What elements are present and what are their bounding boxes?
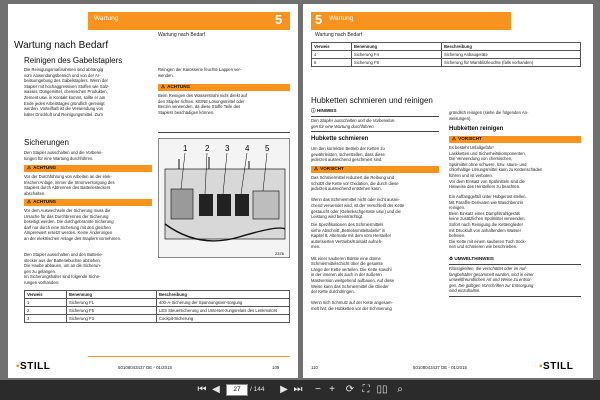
text-line: Zement usw. in Kontakt kommt, sollte er am — [24, 94, 106, 100]
achtung-label: ACHTUNG — [167, 84, 191, 89]
text-line: Die Kette mit einem sauberen Tuch trock- — [449, 238, 527, 244]
text-line: Laskketten und Sicherheitskomponenten. — [449, 150, 526, 156]
text-line: Weise kann das Schmiermittel die Glieder — [311, 283, 389, 289]
text-line: reinigen. — [449, 205, 466, 211]
table-header: Benennung — [352, 43, 442, 51]
table-row — [25, 299, 290, 307]
achtung-bar — [158, 84, 290, 91]
text-line: chend verwendet wird, ist der Verschleiß der Kette — [311, 202, 405, 208]
text-line: siehe Abschnitt „Betriebsmitteltabelle“ in — [311, 227, 386, 233]
intro-text-col2 — [158, 67, 290, 78]
header-subtitle: Wartung nach Bedarf — [158, 32, 206, 38]
table-header: Verweis — [312, 43, 352, 51]
table-cell: Sicherung F3 — [67, 315, 157, 323]
info-icon: ⓘ — [311, 108, 317, 113]
header-title: Wartung — [94, 15, 119, 22]
callout-4: 4 — [245, 144, 250, 153]
text-line: Amperewert ersetzt werden. Keine Änderungen — [24, 230, 113, 236]
table-cell: Cockpit-Sicherung — [157, 315, 290, 323]
table-cell: Sicherung F8 — [352, 59, 442, 67]
table-row — [312, 51, 581, 59]
text-line: chlorhaltige Lösungsmittel kann zu Kettenschäden — [449, 167, 543, 173]
text-line: wenden. — [158, 72, 174, 78]
text-line: Die Haube abbauen, um an die Sicherun- — [24, 263, 102, 269]
text-line: Das Schmiermittel reduziert die Reibung und — [311, 175, 395, 180]
table-row — [25, 315, 290, 323]
page-number: 110 — [311, 365, 318, 370]
table-header: Beschreibung — [157, 291, 290, 299]
fuse-table — [24, 290, 290, 323]
text-line: Im Sicherungshalter sind folgende Siche- — [24, 274, 101, 280]
divider — [158, 132, 290, 133]
text-line: Ursache für das Durchbrennen der Sicherung — [24, 213, 109, 219]
table-cell: LES Steuersicherung und Unterset-zungsrelais des Lenkmotors — [157, 307, 290, 315]
text-line: Flüssigkeiten, die verschüttet oder im Auf- — [449, 266, 527, 271]
text-line: Länge der Kette verteilen. Die Kette sowohl — [311, 266, 392, 272]
hinweis-text — [311, 118, 439, 129]
text-line: gründlich reinigen (siehe die folgenden An- — [449, 110, 529, 115]
text-line: Den Stapler ausschalten und die Vorberei- — [24, 150, 103, 155]
warning-icon: ⚠ — [27, 165, 32, 170]
fit-page-icon[interactable]: ⛶ — [362, 384, 370, 395]
text-line: Wenn sich Schmutz auf der Kette angesam- — [311, 300, 393, 306]
text-line: in der inneren als auch in der äußeren — [311, 272, 382, 278]
search-icon[interactable]: ⌕ — [397, 384, 403, 395]
text-line: Schmiermittelschicht über die gesamte — [311, 261, 383, 267]
text-line: jederzeit ausreichend entstehen kann. — [311, 186, 382, 192]
text-line: keine zusätzlichen Spülmittel verwenden. — [449, 216, 526, 222]
text-line: den Stapler richten. KEINE Lösungsmittel oder — [158, 98, 245, 104]
vorsicht-label: VORSICHT — [458, 136, 482, 141]
text-line: abschalten. — [24, 190, 46, 196]
text-line: beseitigt werden. Die durchgebrannte Sicherung — [24, 219, 114, 225]
text-line: Vor der Durchführung von Arbeiten an der elek- — [24, 174, 112, 179]
first-page-icon[interactable]: ⏮ — [197, 384, 207, 395]
two-page-view-icon[interactable]: ▯▯ — [376, 384, 388, 395]
section-heading-fuses: Sicherungen — [24, 138, 69, 147]
achtung-cleaning-text — [158, 93, 290, 115]
divider — [311, 131, 439, 132]
lubricate-text — [311, 146, 439, 163]
table-cell: 400-A-Sicherung der Spannungsver-sorgung — [157, 299, 290, 307]
text-line: schützt die Kette vor Oxidation, die durch diese — [311, 180, 399, 186]
text-line: Die Verwendung von chemischen, — [449, 156, 513, 162]
callout-1: 1 — [183, 144, 188, 153]
text-line: weisungen). — [449, 115, 472, 121]
still-logo: ▪STILL — [539, 361, 574, 372]
text-line: Mit Paraffin-Derivaten wie Waschbenzin — [449, 199, 524, 205]
text-line: Vor dem Einsatz von Spülmitteln sind die — [449, 178, 525, 184]
text-line: darf nur durch eine Sicherung mit den gleichen — [24, 224, 111, 230]
warning-icon: ⚠ — [314, 166, 319, 171]
achtung-bar-2 — [24, 199, 152, 206]
pdf-page-right — [303, 4, 593, 378]
header-title: Wartung — [329, 15, 354, 22]
text-line: Es besteht Unfallgefahr! — [449, 145, 494, 150]
text-line: Leistung wird beeinträchtigt. — [311, 214, 364, 220]
divider — [311, 116, 439, 117]
subsection-clean: Hubketten reinigen — [449, 126, 504, 132]
text-line: Staplers durch Abtrennen des Batteriesteckers — [24, 185, 111, 191]
fuse-table-continued — [311, 42, 581, 67]
table-cell: 1 — [25, 299, 67, 307]
fuse-figure — [158, 138, 290, 258]
text-line: der Kette durchdringen. — [311, 289, 355, 295]
text-line: Hinweise des Herstellers zu beachten. — [449, 184, 521, 190]
text-line: gen für eine Wartung durchführen. — [311, 123, 375, 129]
table-cell: Sicherung Anbaugeräte — [442, 51, 581, 59]
table-header: Verweis — [25, 291, 67, 299]
text-line: beitsumgebung des Gabelstaplers. Wenn der — [24, 78, 108, 84]
text-line: rungen vorhanden: — [24, 279, 60, 285]
text-line: Die Spezifikationen des Schmiermittels — [311, 222, 384, 227]
vorsicht-bar-2 — [449, 136, 581, 143]
vorsicht-text-1 — [311, 175, 439, 220]
table-cell: Sicherung für Warnblitzleuchte (falls vorhanden) — [442, 59, 581, 67]
footer-doc-code: 50108043437 DE - 01/2015 — [413, 365, 467, 370]
table-cell: Sicherung F4 — [352, 51, 442, 59]
text-line: nen und schmieren wie beschrieben. — [449, 244, 518, 250]
table-cell: 2 — [25, 307, 67, 315]
achtung-text-1 — [24, 174, 152, 196]
page-heading: Wartung nach Bedarf — [14, 40, 109, 51]
warning-icon: ⚠ — [452, 136, 457, 141]
text-line: Vor dem Auswechseln der Sicherung muss die — [24, 208, 111, 213]
text-line: wasser, Düngemittel, chemischen Produkten, — [24, 89, 108, 95]
chapter-number: 5 — [275, 12, 283, 27]
text-line: Benzin verwenden, da diese Stoffe Teile des — [158, 104, 241, 110]
table-header: Benennung — [67, 291, 157, 299]
text-line: jederzeit ausreichend geschmiert sind. — [311, 157, 383, 163]
table-row — [25, 307, 290, 315]
text-line: autorisierten Vertriebs/Kontakt aufneh- — [311, 238, 383, 244]
callout-3: 3 — [225, 144, 230, 153]
table-cell: Sicherung F1 — [67, 299, 157, 307]
achtung-text-2 — [24, 208, 152, 242]
umwelt-text — [449, 266, 581, 294]
divider — [449, 296, 581, 297]
text-line: Reinigen der Karosserie feuchte Lappen ver- — [158, 67, 242, 72]
clean-continued — [449, 110, 581, 121]
page-header — [88, 12, 290, 30]
fuse-steps — [24, 252, 152, 286]
text-line: kalter Druckluft und Reinigungsmittel. Zum — [24, 111, 103, 117]
next-page-icon[interactable]: ▶ — [280, 384, 288, 395]
total-pages: / 144 — [250, 386, 265, 393]
previous-page-icon[interactable]: ◀ — [212, 384, 220, 395]
intro-text-col1 — [24, 67, 154, 117]
chapter-number: 5 — [315, 12, 323, 27]
umwelt-label: UMWELTHINWEIS — [454, 256, 494, 261]
still-logo: ▪STILL — [16, 361, 51, 372]
logo-text: STILL — [543, 361, 574, 372]
table-cell: 5 — [312, 59, 352, 67]
text-line: befreien. — [449, 233, 466, 239]
achtung-label: ACHTUNG — [33, 165, 57, 170]
callout-2: 2 — [205, 144, 210, 153]
text-line: Stapler mit hochaggressiven Stoffen wie Salz- — [24, 83, 110, 89]
vorsicht-bar-1 — [311, 166, 439, 173]
viewer-toolbar — [0, 380, 600, 400]
text-line: Beim Reinigen des Wasserstrahl nicht direkt auf — [158, 93, 247, 98]
text-line: stecker aus der Batteriebuchse abziehen. — [24, 257, 102, 263]
text-line: fangbehälter gesammelt wurden, sind in einer — [449, 271, 534, 277]
section-heading-cleaning: Reinigen des Gabelstaplers — [24, 56, 123, 65]
text-line: Den Stapler ausschalten und den Batterie- — [24, 252, 103, 257]
table-cell: 4 — [312, 51, 352, 59]
text-line: werden. Vorteilhaft ist die Verwendung von — [24, 106, 104, 112]
figure-code: 2376 — [275, 251, 284, 256]
text-line: Den Stapler ausschalten und die Vorbereitun- — [311, 118, 396, 123]
callout-5: 5 — [265, 144, 270, 153]
umwelt-heading — [449, 256, 494, 262]
text-line: trischen Anlage, immer die Stromversorgung des — [24, 179, 115, 185]
warning-icon: ⚠ — [27, 199, 32, 204]
text-line: Mit einer sauberen Bürste eine dünne — [311, 255, 381, 261]
text-line: führen und ist verboten. — [449, 172, 493, 178]
section-heading-chains: Hubketten schmieren und reinigen — [311, 96, 433, 105]
table-cell: 3 — [25, 315, 67, 323]
text-line: tungen für eine Wartung durchführen. — [24, 155, 94, 161]
table-header: Beschreibung — [442, 43, 581, 51]
lubricate-steps — [311, 222, 439, 312]
vorsicht-text-2 — [449, 145, 581, 190]
environment-icon: ♻ — [449, 256, 455, 261]
text-line: gewährleisten, sicherstellen, dass diese — [311, 151, 385, 157]
text-line: Spülmittel ohne schwere, bzw. säure- und — [449, 161, 527, 167]
page-number-input[interactable]: 27 — [226, 384, 248, 396]
text-line: men. — [311, 244, 321, 250]
text-line: Um den korrekten Betrieb der Ketten zu — [311, 146, 385, 151]
header-subtitle: Wartung nach Bedarf — [315, 32, 363, 38]
text-line: Sofort nach Reinigung die Kettenglieder — [449, 221, 524, 227]
text-line: Ein Auffanggefäß unter Hubgerüst stellen. — [449, 194, 527, 199]
text-line: mit Druckluft von anhaftendem Wasser — [449, 227, 521, 233]
hinweis-label: HINWEIS — [316, 108, 337, 113]
rotate-icon[interactable]: ⟳ — [345, 384, 355, 395]
hinweis-heading — [311, 108, 337, 114]
text-line: Die Reinigungsmaßnahmen sind abhängig — [24, 67, 104, 72]
page-header — [311, 12, 511, 30]
text-line: gen. Die gültigen Vorschriften zur Entsorgung — [449, 282, 534, 288]
footer-doc-code: 50108043437 DE - 01/2015 — [118, 365, 172, 370]
text-line: Mastversion weitgehend aufbauen. Auf diese — [311, 277, 395, 283]
achtung-label: ACHTUNG — [33, 199, 57, 204]
warning-icon: ⚠ — [161, 84, 166, 89]
subsection-lubricate: Hubkette schmieren — [311, 136, 369, 142]
text-line: Staplers beschädigen können. — [158, 109, 215, 115]
fuse-box-illustration — [159, 139, 291, 259]
pdf-page-left — [8, 4, 298, 378]
text-line: Ende jedes Arbeitstages gründlich gereinigt — [24, 100, 105, 106]
text-line: vom Anwendungsbereich und von der Ar- — [24, 72, 101, 78]
text-line: Wenn das Schmiermittel nicht oder nicht ausrei- — [311, 197, 400, 203]
vorsicht-label: VORSICHT — [320, 166, 344, 171]
text-line: gen zu gelangen. — [24, 268, 57, 274]
zoom-out-icon[interactable]: − — [315, 384, 321, 395]
table-row — [312, 59, 581, 67]
table-cell: Sicherung F5 — [67, 307, 157, 315]
zoom-in-icon[interactable]: + — [329, 384, 335, 395]
text-line: an der elektrischen Anlage des Staplers vornehmen. — [24, 235, 122, 241]
text-line: Beim Einsatz eines Dampfstrahlgeräts — [449, 210, 520, 216]
logo-text: STILL — [20, 361, 51, 372]
text-line: melt hat, die Hubketten vor der Schmierung — [311, 305, 392, 311]
text-line: gestaucht oder (Gelenkschgerüste usw.) und die — [311, 208, 401, 214]
text-line: umweltfreundlichen Art und Weise zu entsor- — [449, 277, 533, 283]
last-page-icon[interactable]: ⏭ — [293, 384, 303, 395]
clean-steps — [449, 194, 581, 250]
divider — [449, 264, 581, 265]
fuse-intro-bullet — [24, 150, 152, 161]
achtung-bar-1 — [24, 165, 152, 172]
text-line: Kapitel 8. Alternativ mit dem vom Hersteller — [311, 233, 392, 239]
page-number: 109 — [272, 365, 280, 370]
text-line: sind einzuhalten. — [449, 288, 481, 294]
